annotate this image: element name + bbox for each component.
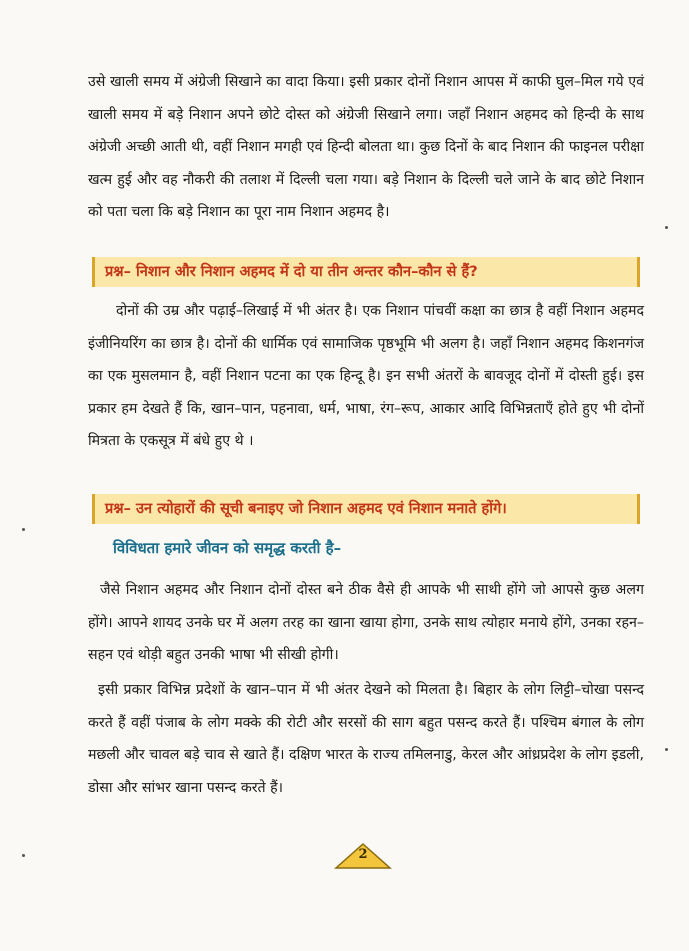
section-subheading: विविधता हमारे जीवन को समृद्ध करती है– (113, 539, 342, 557)
paragraph-3: जैसे निशान अहमद और निशान दोनों दोस्त बने ठीक वैसे ही आपके भी साथी होंगे जो आपसे कुछ अलग होंगे। आपने शायद उनके घर में अलग तरह का खाना खाया होगा, उनके साथ त्योहार मनाये होंगे, उनका रहन–सहन एवं थोड़ी बहुत उनकी भाषा भी सीखी होगी। (88, 582, 644, 664)
paragraph-2: दोनों की उम्र और पढ़ाई–लिखाई में भी अंतर है। एक निशान पांचवीं कक्षा का छात्र है वहीं निशान अहमद इंजीनियरिंग का छात्र है। दोनों की धार्मिक एवं सामाजिक पृष्ठभूमि भी अलग है। जहाँ निशान अहमद किशनगंज का एक मुसलमान है, वहीं निशान पटना का एक हिन्दू है। इन सभी अंतरों के बावजूद दोनों में दोस्ती हुई। इस प्रकार हम देखते हैं कि, खान–पान, पहनावा, धर्म, भाषा, रंग–रूप, आकार आदि विभिन्नताएँ होते हुए भी दोनों मित्रता के एकसूत्र में बंधे हुए थे । (88, 303, 644, 450)
paragraph-1: उसे खाली समय में अंग्रेजी सिखाने का वादा किया। इसी प्रकार दोनों निशान आपस में काफी घुल–मिल गये एवं खाली समय में बड़े निशान अपने छोटे दोस्त को अंग्रेजी सिखाने लगा। जहाँ निशान अहमद को हिन्दी के साथ अंग्रेजी अच्छी आती थी, वहीं निशान मगही एवं हिन्दी बोलता था। कुछ दिनों के बाद निशान की फाइनल परीक्षा खत्म हुई और वह नौकरी की तलाश में दिल्ली चला गया। बड़े निशान के दिल्ली चले जाने के बाद छोटे निशान को पता चला कि बड़े निशान का पूरा नाम निशान अहमद है। (88, 74, 644, 221)
paragraph-4: इसी प्रकार विभिन्न प्रदेशों के खान–पान में भी अंतर देखने को मिलता है। बिहार के लोग लिट्टी–चोखा पसन्द करते हैं वहीं पंजाब के लोग मक्के की रोटी और सरसों की साग बहुत पसन्द करते हैं। पश्चिम बंगाल के लोग मछली और चावल बड़े चाव से खाते हैं। दक्षिण भारत के राज्य तमिलनाडु, केरल और आंध्रप्रदेश के लोग इडली, डोसा और सांभर खाना पसन्द करते हैं। (88, 682, 644, 796)
scan-speck (22, 528, 25, 531)
question-box-2: प्रश्न– उन त्योहारों की सूची बनाइए जो निशान अहमद एवं निशान मनाते होंगे। (92, 494, 640, 524)
page-number-badge (334, 842, 392, 870)
page-number: 2 (358, 847, 368, 862)
faded-header-bleedthrough (88, 22, 248, 40)
scan-speck (665, 748, 668, 751)
scan-speck (665, 226, 668, 229)
question-box-1: प्रश्न– निशान और निशान अहमद में दो या तीन अन्तर कौन–कौन से हैं? (92, 257, 640, 287)
scan-speck (22, 854, 25, 857)
